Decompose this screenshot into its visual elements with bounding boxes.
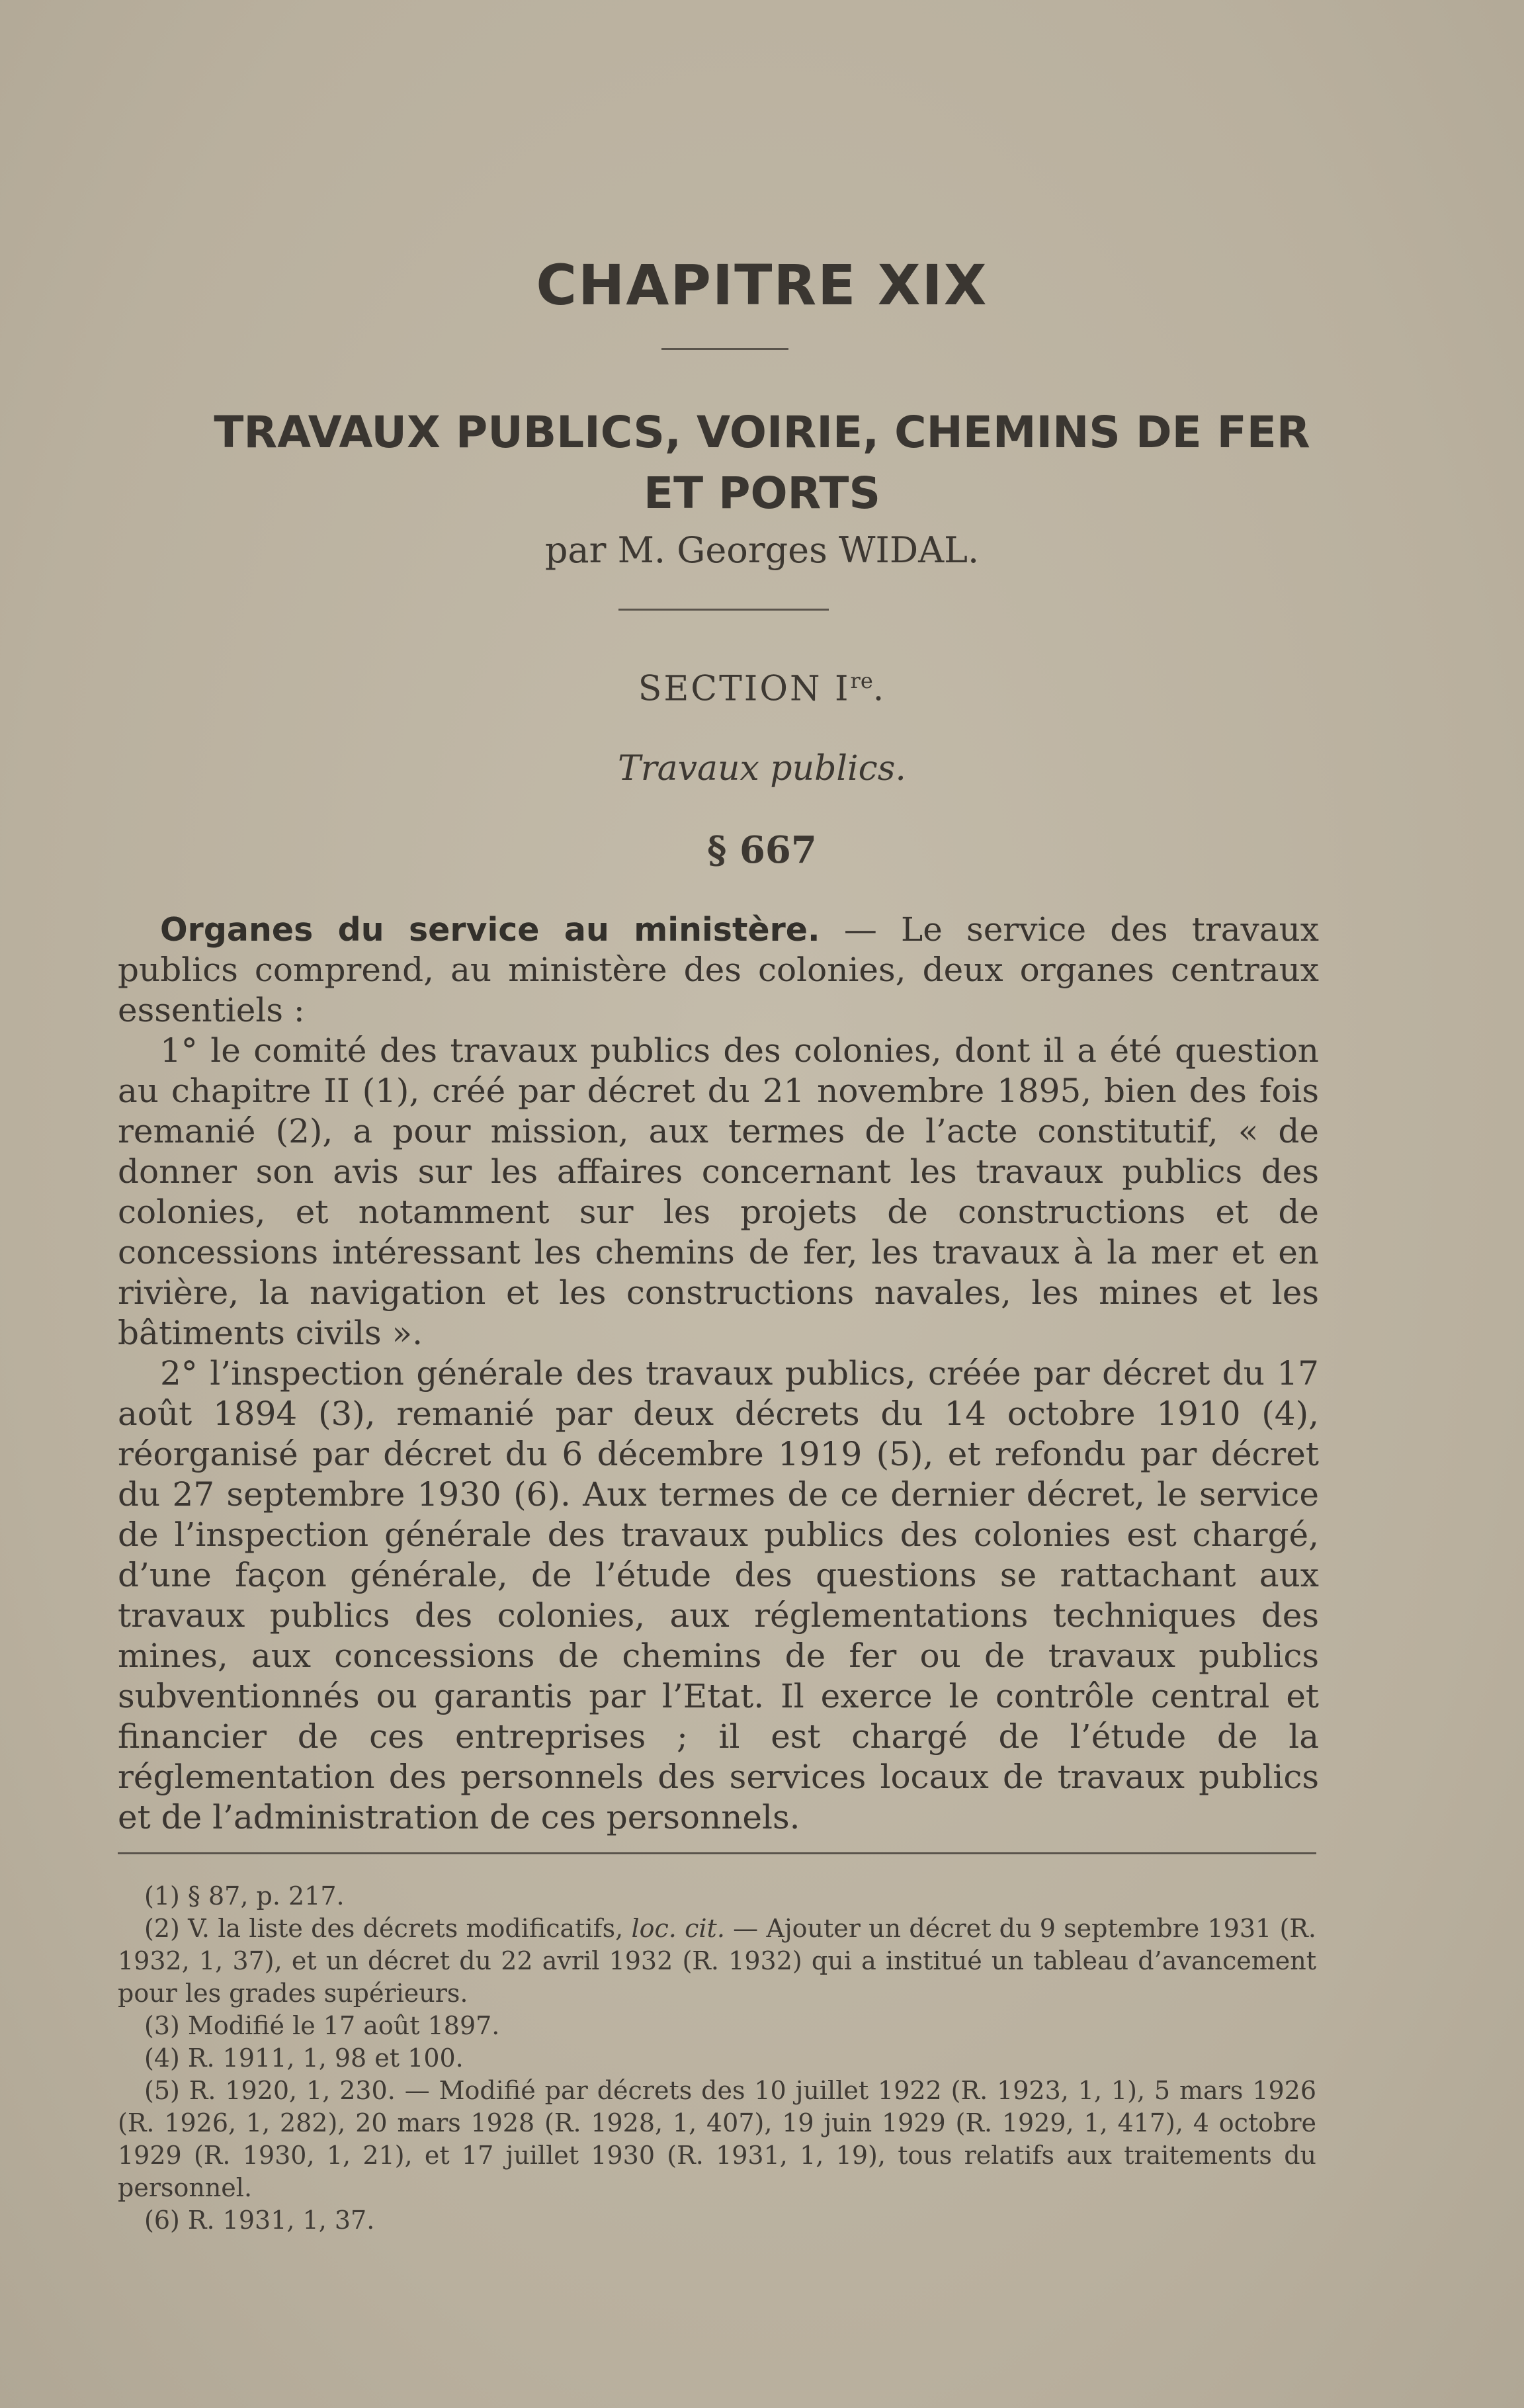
footnote-4: (4) R. 1911, 1, 98 et 100. bbox=[144, 2043, 464, 2073]
author-rule bbox=[618, 609, 829, 611]
section-superscript: re bbox=[850, 668, 873, 693]
chapter-title bbox=[0, 402, 1524, 524]
paragraph-number: § 667 bbox=[707, 828, 817, 872]
chapter-rule bbox=[661, 348, 788, 350]
footnote-2 bbox=[118, 1913, 1316, 2010]
chapter-title-line-1: TRAVAUX PUBLICS, VOIRIE, CHEMINS DE FER bbox=[214, 407, 1310, 458]
section-period: . bbox=[872, 669, 886, 709]
body-paragraph-item-1: 1° le comité des travaux publics des colonies, dont il a été question au chapitre II (1), créé par décret du 21 novembre 1895, bien des fois remanié (2), a pour mission, aux termes de l’acte constitutif, « de donner son avis sur les affaires concernant les travaux publics des colonies, et notamment sur les projets de constructions et de concessions intéressant les chemins de fer, les travaux à la mer et en rivière, la navigation et les constructions navales, les mines et les bâtiments civils ». bbox=[118, 1031, 1319, 1352]
footnote-1: (1) § 87, p. 217. bbox=[144, 1881, 345, 1911]
author-line: par M. Georges WIDAL. bbox=[544, 529, 980, 571]
footnote-2-part-b: — Ajouter un décret du 9 septembre 1931 (R. 1932, 1, 37), et un décret du 22 avril 1932 (R. 1932) qui a institué un tableau d’avancement pour les grades supérieurs. bbox=[118, 1914, 1316, 2008]
body-paragraph-intro bbox=[118, 910, 1319, 1031]
footnote-2-part-a: (2) V. la liste des décrets modificatifs, bbox=[144, 1914, 632, 1943]
body-text bbox=[118, 910, 1319, 1838]
section-label: SECTION I bbox=[638, 669, 851, 709]
body-paragraph-item-2: 2° l’inspection générale des travaux publics, créée par décret du 17 août 1894 (3), remanié par deux décrets du 14 octobre 1910 (4), réorganisé par décret du 6 décembre 1919 (5), et refondu par décret du 27 septembre 1930 (6). Aux termes de ce dernier décret, le service de l’inspection générale des travaux publics des colonies est chargé, d’une façon générale, de l’étude des questions se rattachant aux travaux publics des colonies, aux réglementations techniques des mines, aux concessions de chemins de fer ou de travaux publics subventionnés ou garantis par l’Etat. Il exerce le contrôle central et financier de ces entreprises ; il est chargé de l’étude de la réglementation des personnels des services locaux de travaux publics et de l’administration de ces personnels. bbox=[118, 1354, 1319, 1836]
section-heading bbox=[0, 668, 1524, 709]
footnote-5: (5) R. 1920, 1, 230. — Modifié par décrets des 10 juillet 1922 (R. 1923, 1, 1), 5 mars 1926 (R. 1926, 1, 282), 20 mars 1928 (R. 1928, 1, 407), 19 juin 1929 (R. 1929, 1, 417), 4 octobre 1929 (R. 1930, 1, 21), et 17 juillet 1930 (R. 1931, 1, 19), tous relatifs aux traitements du personnel. bbox=[118, 2076, 1316, 2202]
footnotes bbox=[118, 1880, 1316, 2237]
footnote-2-italic: loc. cit. bbox=[631, 1914, 725, 1943]
intro-text: — Le service des travaux publics comprend, au ministère des colonies, deux organes centraux essentiels : bbox=[118, 910, 1319, 1029]
lead-heading: Organes du service au ministère. bbox=[160, 911, 820, 949]
footnote-3: (3) Modifié le 17 août 1897. bbox=[144, 2011, 500, 2040]
chapter-title-line-2: ET PORTS bbox=[644, 468, 880, 519]
footnote-6: (6) R. 1931, 1, 37. bbox=[144, 2206, 375, 2235]
chapter-heading: CHAPITRE XIX bbox=[536, 253, 988, 318]
footnote-rule bbox=[118, 1852, 1316, 1854]
subsection-heading: Travaux publics. bbox=[618, 749, 906, 789]
